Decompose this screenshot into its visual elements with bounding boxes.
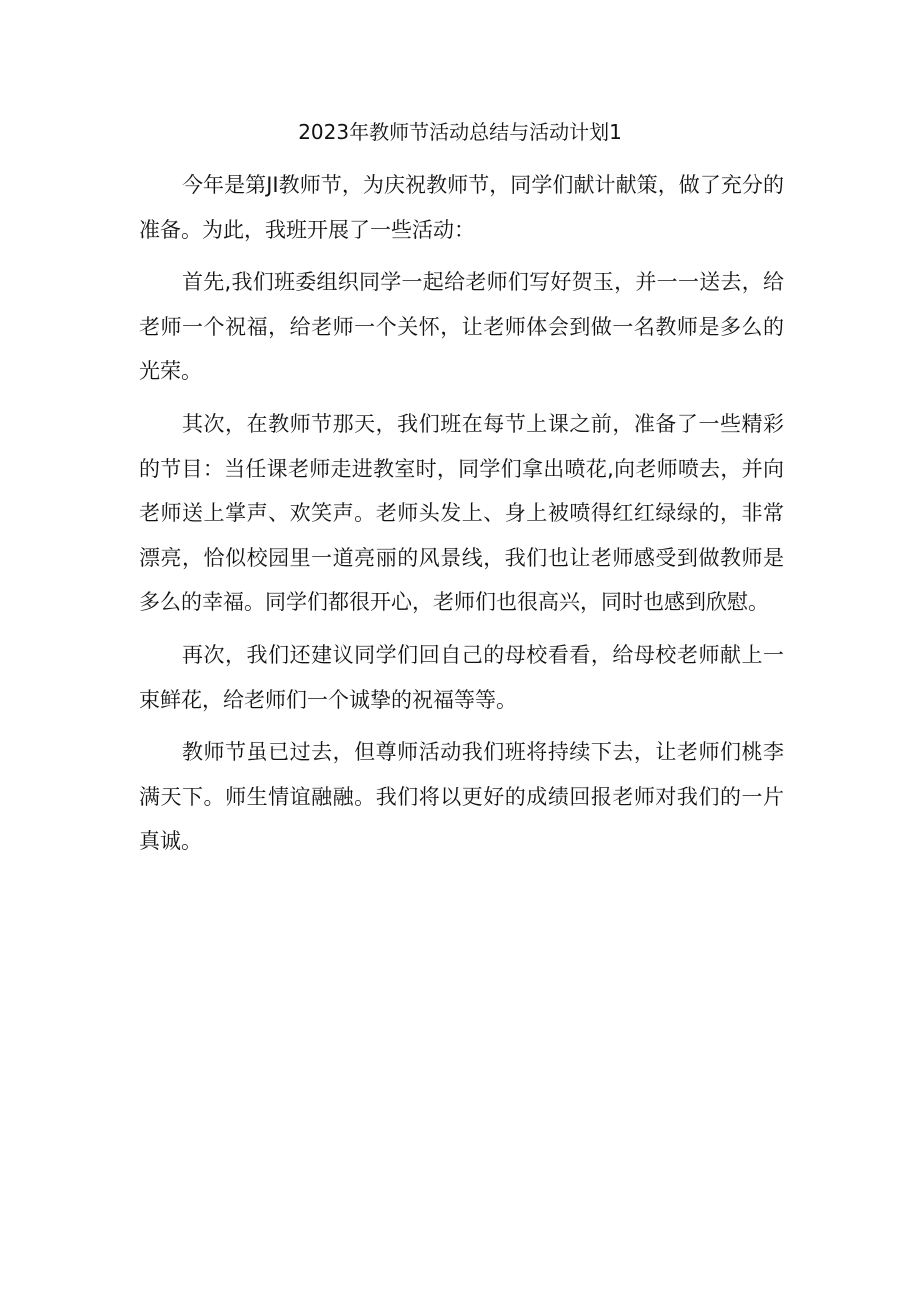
paragraph-1: 今年是第JI教师节，为庆祝教师节，同学们献计献策，做了充分的准备。为此，我班开展了一些活动： (139, 173, 784, 242)
paragraph-5: 教师节虽已过去，但尊师活动我们班将持续下去，让老师们桃李满天下。师生情谊融融。我们将以更好的成绩回报老师对我们的一片真诚。 (139, 740, 784, 854)
document-title: 2023年教师节活动总结与活动计划1 (298, 120, 622, 144)
paragraph-3: 其次，在教师节那天，我们班在每节上课之前，准备了一些精彩的节目：当任课老师走进教室时，同学们拿出喷花,向老师喷去，并向老师送上掌声、欢笑声。老师头发上、身上被喷得红红绿绿的，非常漂亮，恰似校园里一道亮丽的风景线，我们也让老师感受到做教师是多么的幸福。同学们都很开心，老师们也很高兴，同时也感到欣慰。 (139, 411, 784, 615)
document-body (139, 163, 784, 872)
paragraph-4: 再次，我们还建议同学们回自己的母校看看，给母校老师献上一束鲜花，给老师们一个诚挚的祝福等等。 (139, 642, 784, 712)
paragraph-2: 首先,我们班委组织同学一起给老师们写好贺玉，并一一送去，给老师一个祝福，给老师一个关怀，让老师体会到做一名教师是多么的光荣。 (139, 270, 784, 384)
